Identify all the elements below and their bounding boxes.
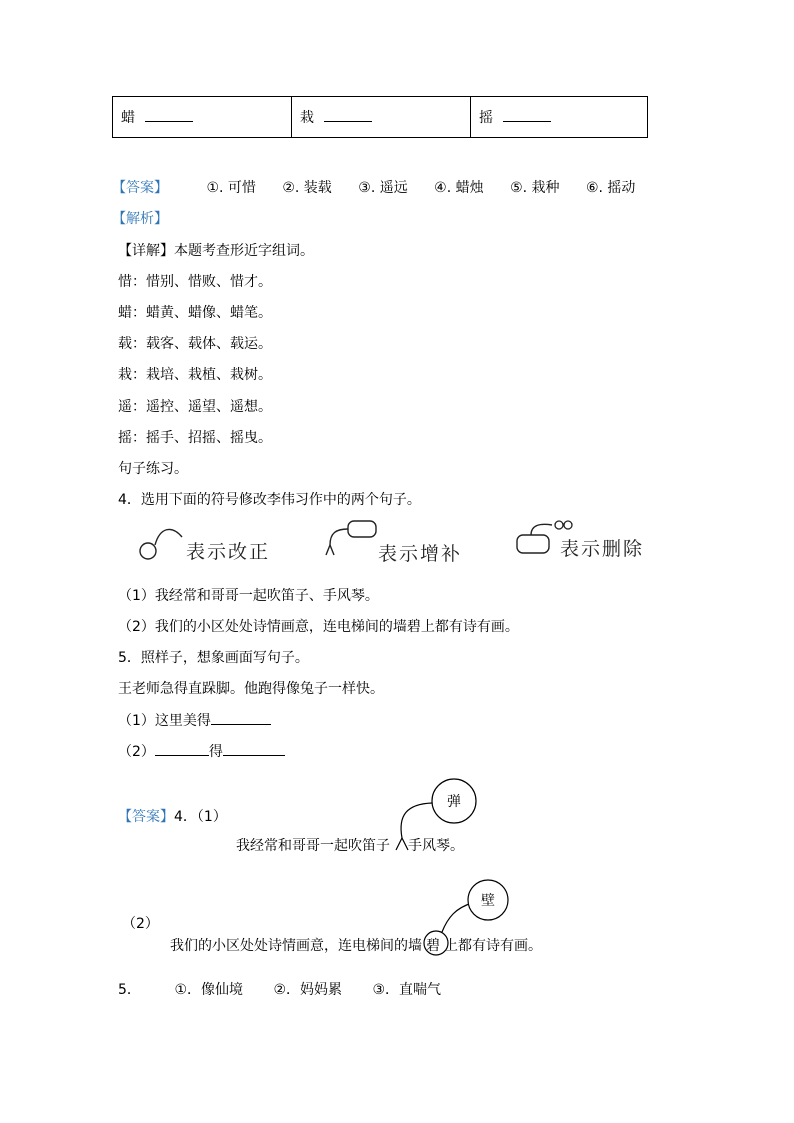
table-cell bbox=[292, 97, 471, 138]
symbol-correct bbox=[140, 529, 270, 563]
answer-item: ①．像仙境 bbox=[174, 982, 244, 998]
analysis-line: 栽：栽培、栽植、栽树。 bbox=[118, 367, 272, 383]
answer-item: ①. 可惜 bbox=[206, 180, 256, 196]
question-4-sentence-1: （1）我经常和哥哥一起吹笛子、手风琴。 bbox=[118, 588, 379, 604]
correct-char: 壁 bbox=[481, 893, 495, 909]
answer-label: 4．（1） bbox=[174, 809, 227, 825]
question-5-line-1 bbox=[118, 710, 271, 730]
answer-row-2 bbox=[118, 806, 227, 826]
analysis-line: 惜：惜别、惜败、惜才。 bbox=[118, 274, 272, 290]
cell-char: 摇 bbox=[479, 110, 493, 126]
answer-label: 5． bbox=[118, 982, 141, 998]
answer-item: ②．妈妈累 bbox=[273, 982, 343, 998]
cell-char: 栽 bbox=[300, 110, 314, 126]
answer-row-1 bbox=[112, 177, 657, 197]
symbol-label: 表示改正 bbox=[186, 541, 271, 563]
correction-mark bbox=[420, 872, 520, 962]
table-cell bbox=[113, 97, 292, 138]
analysis-line: 蜡：蜡黄、蜡像、蜡笔。 bbox=[118, 305, 272, 321]
sentence-part: 我经常和哥哥一起吹笛子 bbox=[236, 838, 390, 854]
answer-item: ⑤. 栽种 bbox=[510, 180, 560, 196]
question-5-title: 5．照样子，想象画面写句子。 bbox=[118, 650, 309, 666]
detail-tag: 【详解】 bbox=[118, 243, 174, 259]
section-title: 句子练习。 bbox=[118, 461, 188, 477]
answer-blank[interactable] bbox=[211, 724, 271, 725]
insert-mark bbox=[380, 778, 490, 858]
answer-blank[interactable] bbox=[503, 121, 551, 122]
question-5-line-2 bbox=[118, 741, 285, 761]
answer-item: ⑥. 摇动 bbox=[585, 180, 636, 196]
symbol-label: 表示删除 bbox=[560, 538, 645, 560]
analysis-tag: 【解析】 bbox=[112, 211, 168, 227]
line-mid: 得 bbox=[208, 744, 223, 760]
question-4-title: 4．选用下面的符号修改李伟习作中的两个句子。 bbox=[118, 492, 421, 508]
answer-item: ②. 装载 bbox=[282, 180, 332, 196]
line-prefix: （2） bbox=[118, 744, 155, 760]
analysis-line: 载：载客、载体、载运。 bbox=[118, 336, 272, 352]
symbol-label: 表示增补 bbox=[378, 543, 463, 565]
insert-char: 弹 bbox=[447, 794, 461, 810]
sentence-part: 手风琴。 bbox=[408, 838, 464, 854]
answer-tag: 【答案】 bbox=[118, 809, 174, 825]
answer-item: ③. 遥远 bbox=[358, 180, 408, 196]
answer-label-2: （2） bbox=[122, 916, 159, 932]
sentence-part: 上都有诗有画。 bbox=[444, 938, 542, 954]
answer-item: ③．直喘气 bbox=[372, 982, 442, 998]
question-4-sentence-2: （2）我们的小区处处诗情画意，连电梯间的墙碧上都有诗有画。 bbox=[118, 619, 519, 635]
table-cell bbox=[471, 97, 648, 138]
answer-blank[interactable] bbox=[223, 755, 285, 756]
answer-item: ④. 蜡烛 bbox=[434, 180, 484, 196]
sentence-part: 我们的小区处处诗情画意，连电梯间的墙 bbox=[170, 938, 422, 954]
analysis-line: 遥：遥控、遥望、遥想。 bbox=[118, 399, 272, 415]
answer-q5-row bbox=[118, 979, 441, 999]
wrong-char: 碧 bbox=[426, 938, 440, 954]
answer-blank[interactable] bbox=[155, 755, 209, 756]
detail-line bbox=[118, 240, 314, 260]
cell-char: 蜡 bbox=[121, 110, 135, 126]
analysis-line: 摇：摇手、招摇、摇曳。 bbox=[118, 430, 272, 446]
question-5-example: 王老师急得直跺脚。他跑得像兔子一样快。 bbox=[118, 681, 384, 697]
line-prefix: （1）这里美得 bbox=[118, 713, 211, 729]
symbol-insert bbox=[326, 521, 462, 565]
answer-blank[interactable] bbox=[324, 121, 372, 122]
symbol-delete bbox=[517, 521, 644, 560]
detail-text: 本题考查形近字组词。 bbox=[174, 243, 314, 259]
answer-tag: 【答案】 bbox=[112, 180, 168, 196]
answer-blank[interactable] bbox=[145, 121, 193, 122]
word-table bbox=[112, 96, 648, 138]
correction-symbols bbox=[0, 515, 794, 575]
